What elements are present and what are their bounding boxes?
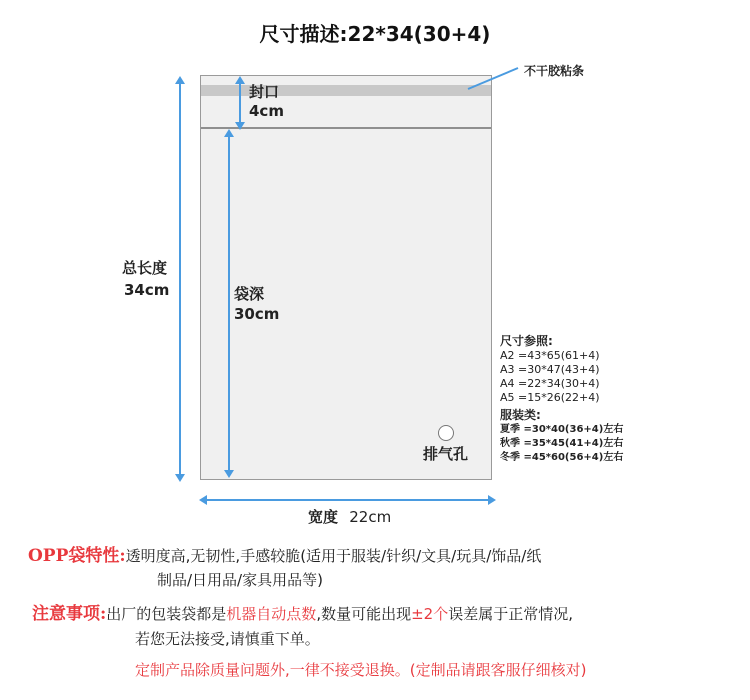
depth-label: 袋深: [234, 285, 265, 303]
size-reference-item: A2 =43*65(61+4): [500, 349, 600, 362]
clothing-item: 冬季 =45*60(56+4)左右: [500, 452, 624, 463]
width-arrow-left: [199, 495, 207, 505]
bag-outline: [200, 75, 492, 480]
width-arrow-right: [488, 495, 496, 505]
notice-text: ,数量可能出现: [316, 605, 412, 623]
notice-text: 误差属于正常情况,: [448, 605, 573, 623]
features-line-2: 制品/日用品/家具用品等): [157, 571, 323, 589]
notice-highlight: 机器自动点数: [226, 605, 317, 623]
width-label: 宽度: [308, 508, 339, 526]
total-length-line: [179, 80, 181, 478]
clothing-heading: 服装类:: [500, 408, 541, 422]
tape-note: 不干胶粘条: [524, 64, 585, 78]
adhesive-strip: [201, 85, 491, 96]
notice-label: 注意事项:: [32, 604, 107, 624]
seal-label: 封口: [249, 83, 280, 101]
custom-order-warning: 定制产品除质量问题外,一律不接受退换。(定制品请跟客服仔细核对): [135, 661, 587, 679]
width-value: 22cm: [349, 508, 392, 526]
tape-pointer-arrow: [460, 62, 530, 96]
width-caption: [308, 507, 391, 527]
size-reference-item: A4 =22*34(30+4): [500, 377, 600, 390]
notice-line-2: 若您无法接受,请慎重下单。: [135, 630, 320, 648]
total-length-label: 总长度: [122, 259, 168, 277]
notice-block: [32, 603, 742, 625]
size-reference-heading: 尺寸参照:: [500, 334, 553, 348]
features-line-1: 透明度高,无韧性,手感较脆(适用于服装/针织/文具/玩具/饰品/纸: [125, 547, 542, 565]
notice-highlight: ±2个: [411, 605, 449, 623]
seal-value: 4cm: [249, 102, 284, 120]
depth-arrow-up: [224, 129, 234, 137]
vent-label: 排气孔: [423, 445, 469, 463]
total-length-arrow-up: [175, 76, 185, 84]
page-title: 尺寸描述:22*34(30+4): [259, 22, 491, 46]
depth-line: [228, 133, 230, 474]
clothing-item: 秋季 =35*45(41+4)左右: [500, 438, 624, 449]
size-reference-item: A3 =30*47(43+4): [500, 363, 600, 376]
notice-text: 出厂的包装袋都是: [106, 605, 227, 623]
width-line: [204, 499, 490, 501]
seal-arrow-up: [235, 76, 245, 84]
seal-dimension-line: [239, 82, 241, 126]
features-label: OPP袋特性:: [28, 546, 126, 566]
depth-value: 30cm: [234, 305, 280, 323]
total-length-value: 34cm: [124, 281, 170, 299]
seal-arrow-down: [235, 122, 245, 130]
total-length-arrow-down: [175, 474, 185, 482]
features-block: [28, 545, 738, 567]
depth-arrow-down: [224, 470, 234, 478]
size-reference: [500, 333, 623, 465]
size-reference-item: A5 =15*26(22+4): [500, 391, 600, 404]
vent-hole-icon: [438, 425, 454, 441]
clothing-item: 夏季 =30*40(36+4)左右: [500, 424, 624, 435]
